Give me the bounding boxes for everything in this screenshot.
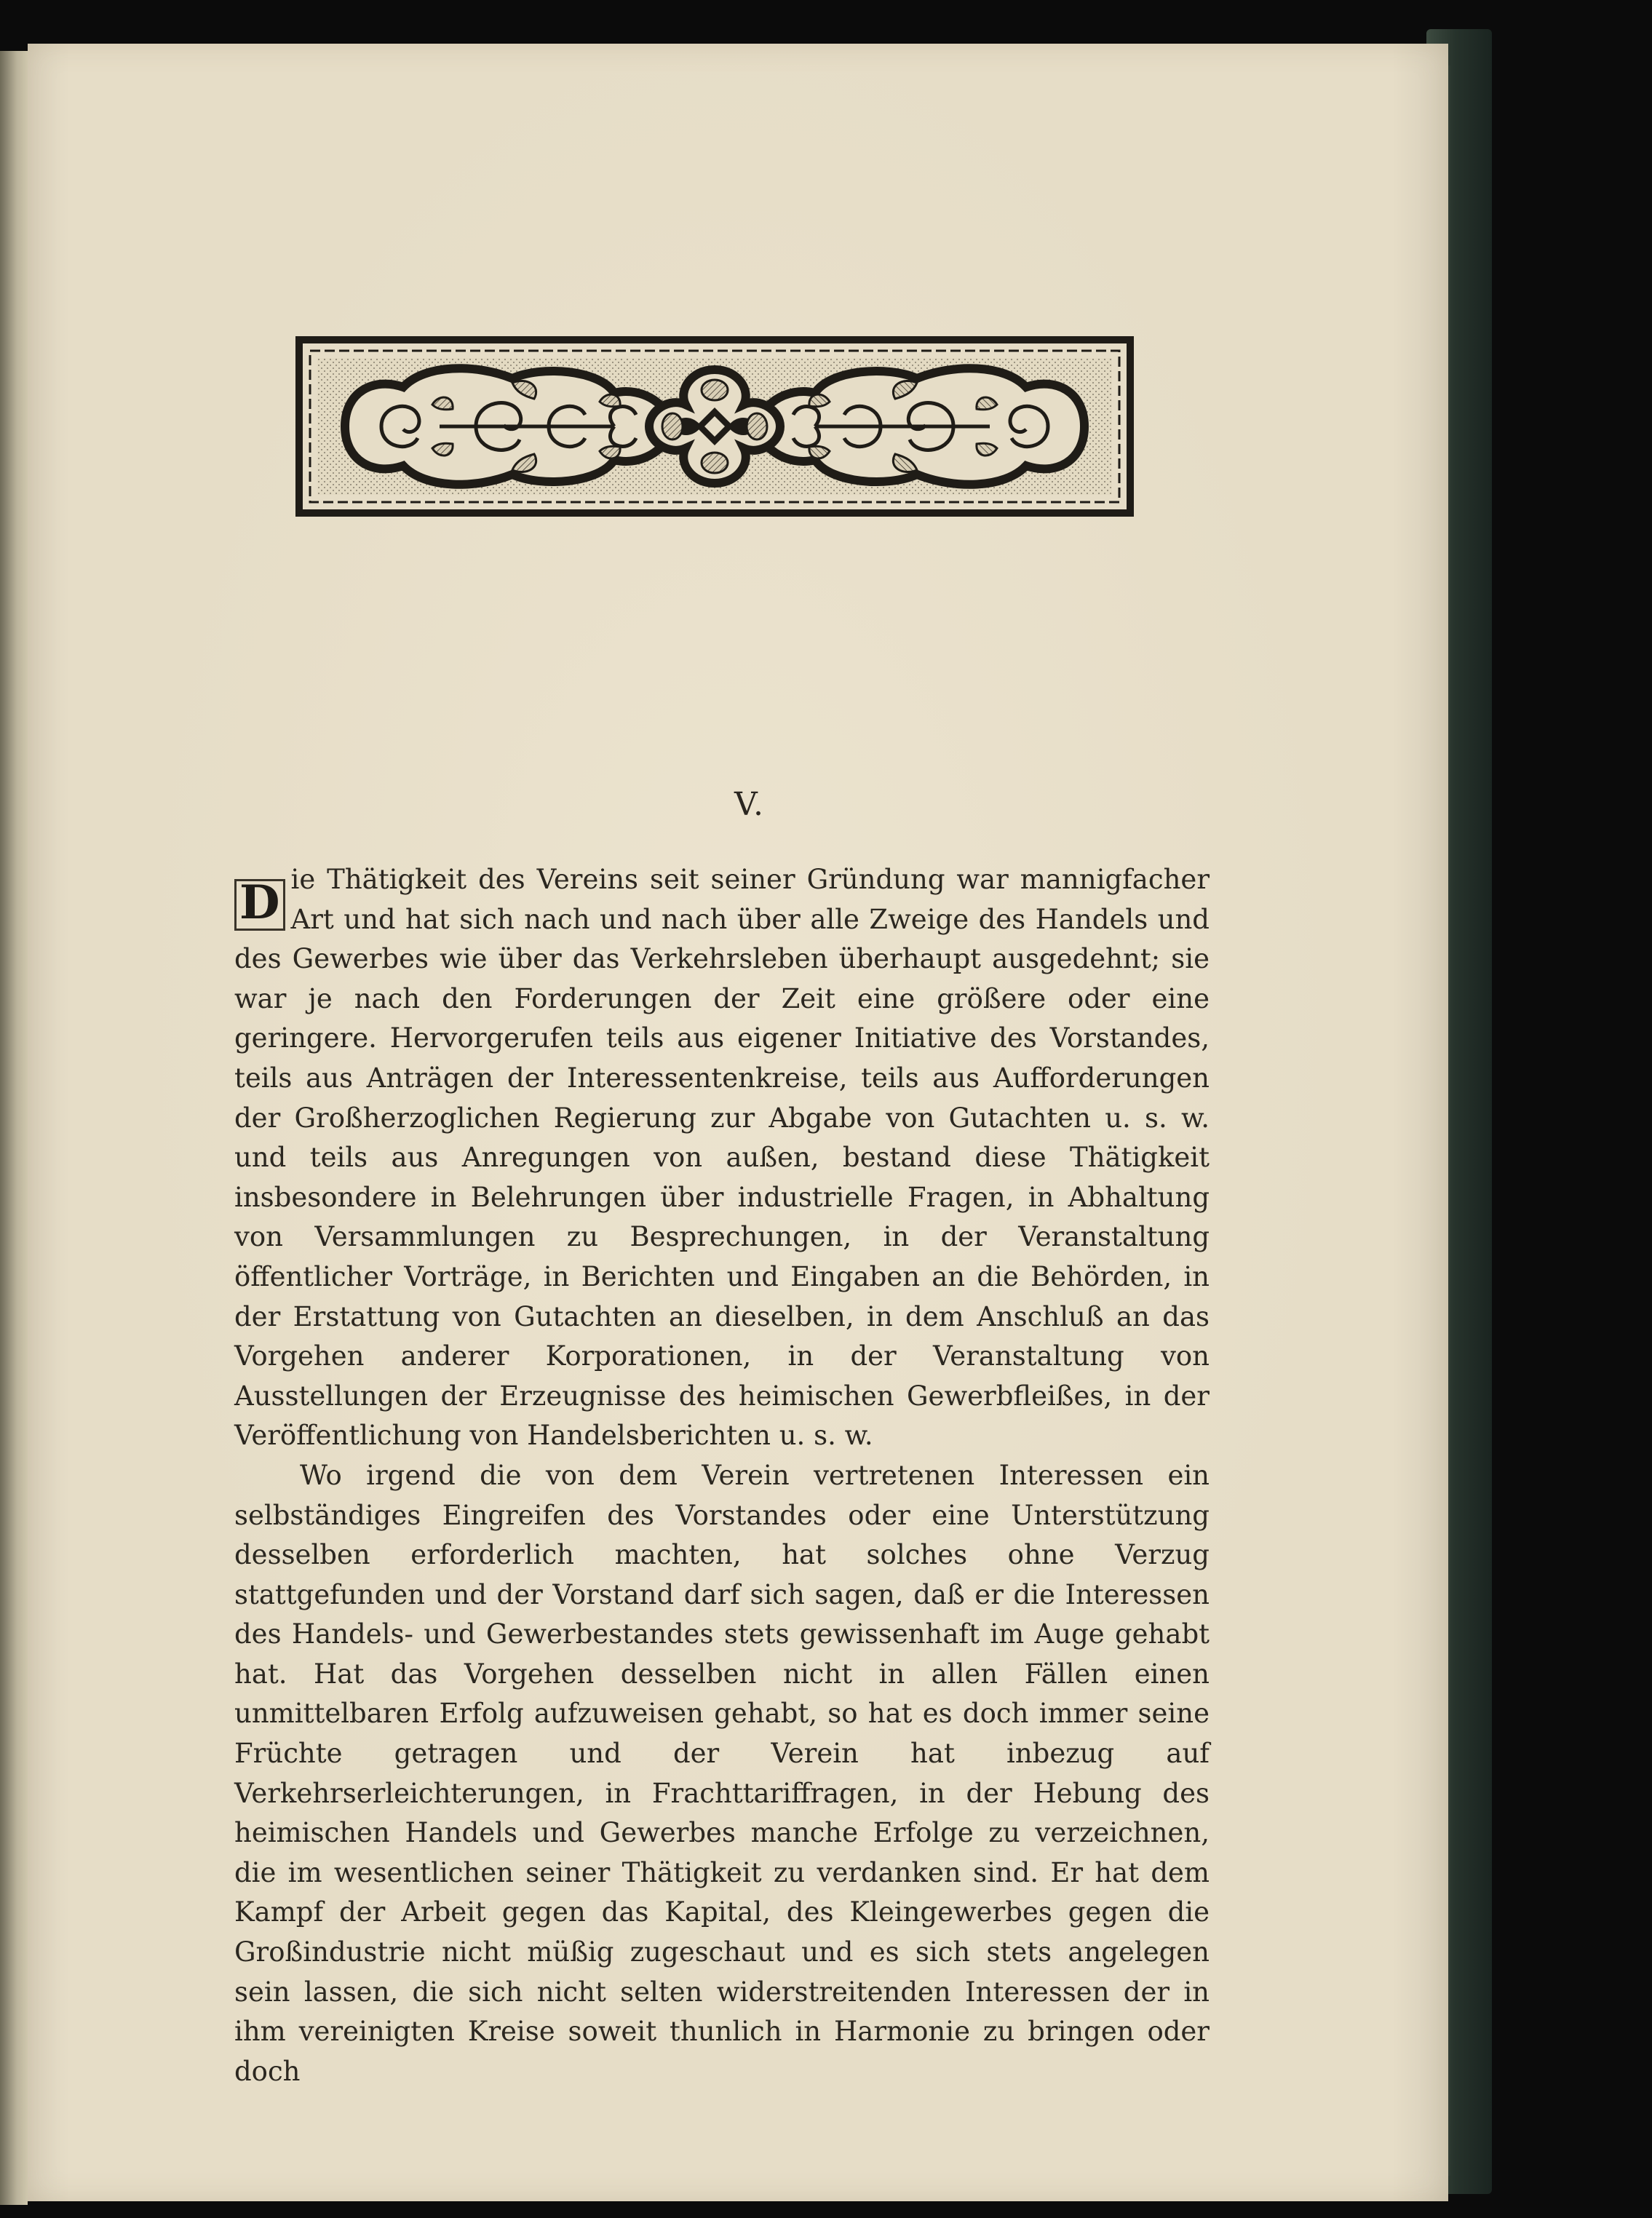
adjacent-page-edge [0, 51, 28, 2205]
body-text [234, 860, 1210, 2091]
ornamental-headpiece [294, 335, 1135, 518]
paragraph-2: Wo irgend die von dem Verein vertretenen Interessen ein selbständiges Eingreifen des Vorstandes oder eine Unterstützung desselben erforderlich machten, hat solches ohne Verzug stattgefunden und der Vorstand darf sich sagen, daß er die Interessen des Handels- und Gewerbestandes stets gewissenhaft im Auge gehabt hat. Hat das Vorgehen desselben nicht in allen Fällen einen unmittelbaren Erfolg aufzuweisen gehabt, so hat es doch immer seine Früchte getragen und der Verein hat inbezug auf Verkehrserleichterungen, in Frachttariffragen, in der Hebung des heimischen Handels und Gewerbes manche Erfolge zu verzeichnen, die im wesentlichen seiner Thätigkeit zu verdanken sind. Er hat dem Kampf der Arbeit gegen das Kapital, des Kleingewerbes gegen die Großindustrie nicht müßig zugeschaut und es sich stets angelegen sein lassen, die sich nicht selten widerstreitenden Interessen der in ihm vereinigten Kreise soweit thunlich in Harmonie zu bringen oder doch [234, 1459, 1210, 2087]
chapter-heading: V. [734, 786, 766, 823]
drop-cap: D [234, 879, 285, 931]
paragraph-1 [234, 860, 1210, 1456]
paragraph-1-text: ie Thätigkeit des Vereins seit seiner Gründung war mannigfacher Art und hat sich nach und nach über alle Zweige des Handels und des Gewerbes wie über das Verkehrsleben überhaupt ausgedehnt; sie war je nach den Forderungen der Zeit eine größere oder eine geringere. Hervorgerufen teils aus eigener Initiative des Vorstandes, teils aus Anträgen der Interessentenkreise, teils aus Aufforderungen der Großherzoglichen Regierung zur Abgabe von Gutachten u. s. w. und teils aus Anregungen von außen, bestand diese Thätigkeit insbesondere in Belehrungen über industrielle Fragen, in Abhaltung von Versammlungen zu Besprechungen, in der Veranstaltung öffentlicher Vorträge, in Berichten und Eingaben an die Behörden, in der Erstattung von Gutachten an dieselben, in dem Anschluß an das Vorgehen anderer Korporationen, in der Veranstaltung von Ausstellungen der Erzeugnisse des heimischen Gewerbfleißes, in der Veröffentlichung von Handelsberichten u. s. w. [234, 864, 1210, 1452]
